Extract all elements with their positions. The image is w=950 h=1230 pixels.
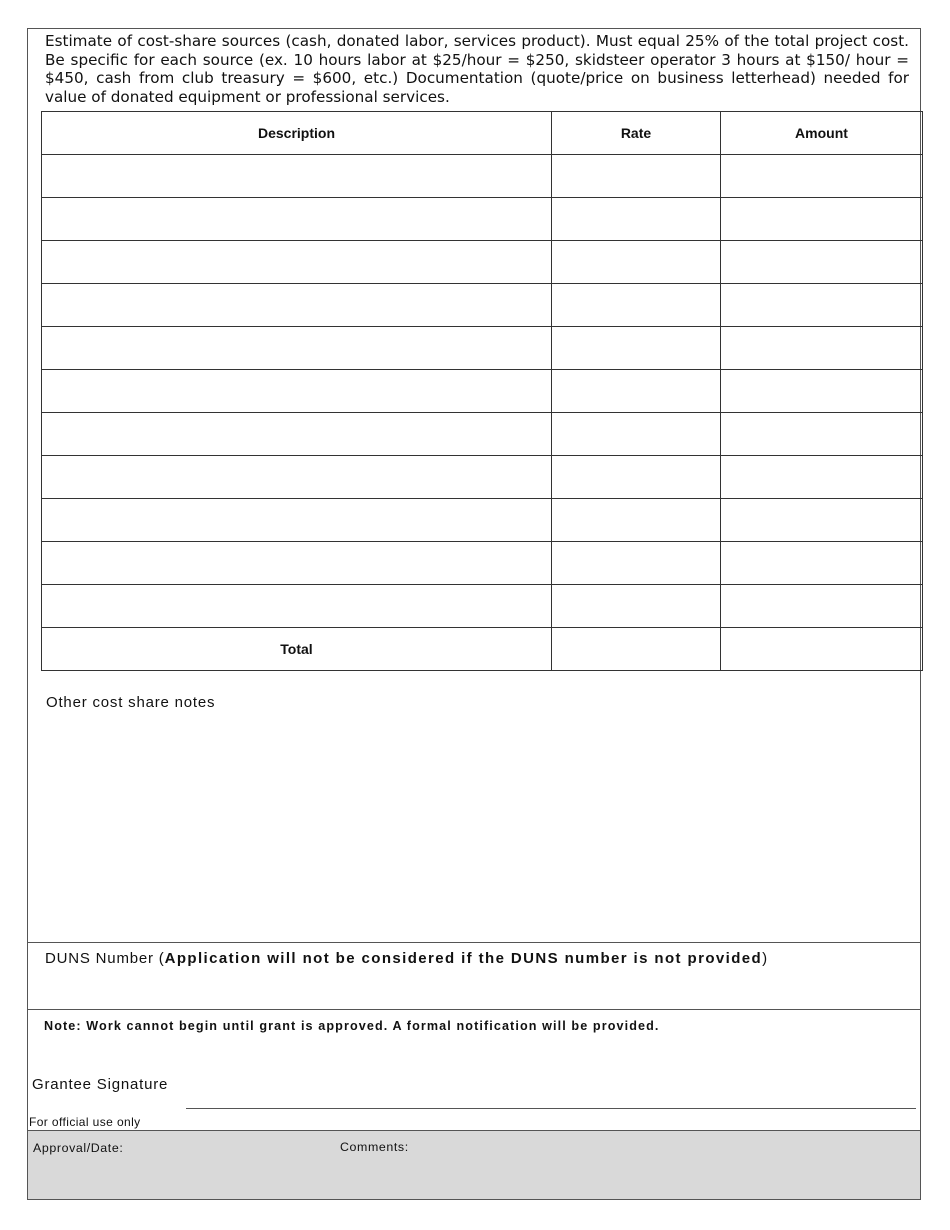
amount-cell[interactable]: [721, 585, 923, 628]
official-use-box: [27, 1130, 921, 1200]
table-row: [42, 413, 923, 456]
rate-cell[interactable]: [552, 241, 721, 284]
divider: [27, 942, 921, 943]
table-row: [42, 585, 923, 628]
other-notes-label: Other cost share notes: [46, 694, 216, 711]
amount-cell[interactable]: [721, 370, 923, 413]
cost-share-table: [41, 111, 923, 671]
table-row: [42, 542, 923, 585]
description-cell[interactable]: [42, 456, 552, 499]
table-row: [42, 155, 923, 198]
amount-cell[interactable]: [721, 456, 923, 499]
header-rate: Rate: [552, 112, 721, 155]
table-row: [42, 456, 923, 499]
table-row: [42, 370, 923, 413]
duns-input[interactable]: [28, 972, 920, 1008]
duns-close: ): [762, 950, 768, 967]
rate-cell[interactable]: [552, 155, 721, 198]
table-row: [42, 327, 923, 370]
table-row: [42, 284, 923, 327]
amount-cell[interactable]: [721, 198, 923, 241]
description-cell[interactable]: [42, 413, 552, 456]
amount-cell[interactable]: [721, 413, 923, 456]
description-cell[interactable]: [42, 198, 552, 241]
total-row: [42, 628, 923, 671]
amount-cell[interactable]: [721, 542, 923, 585]
duns-label: [45, 950, 768, 967]
total-label: Total: [42, 628, 552, 671]
instructions-text: Estimate of cost-share sources (cash, donated labor, services product). Must equal 25% of the total project cost. Be specific for each source (ex. 10 hours labor at $25/hour = $250, skidsteer operator 3 hours at $150/ hour = $450, cash from club treasury = $600, etc.) Documentation (quote/price on business letterhead) needed for value of donated equipment or professional services.: [45, 32, 909, 106]
rate-cell[interactable]: [552, 370, 721, 413]
duns-label-text: DUNS Number (: [45, 950, 165, 967]
description-cell[interactable]: [42, 370, 552, 413]
total-amount-cell[interactable]: [721, 628, 923, 671]
total-rate-cell[interactable]: [552, 628, 721, 671]
description-cell[interactable]: [42, 542, 552, 585]
rate-cell[interactable]: [552, 456, 721, 499]
signature-label: Grantee Signature: [32, 1076, 169, 1093]
description-cell[interactable]: [42, 284, 552, 327]
rate-cell[interactable]: [552, 327, 721, 370]
official-use-label: For official use only: [29, 1115, 141, 1129]
duns-warning: Application will not be considered if the DUNS number is not provided: [164, 950, 763, 967]
signature-line[interactable]: [186, 1108, 916, 1109]
rate-cell[interactable]: [552, 413, 721, 456]
rate-cell[interactable]: [552, 499, 721, 542]
amount-cell[interactable]: [721, 284, 923, 327]
description-cell[interactable]: [42, 155, 552, 198]
amount-cell[interactable]: [721, 155, 923, 198]
rate-cell[interactable]: [552, 542, 721, 585]
table-row: [42, 198, 923, 241]
other-notes-area[interactable]: [28, 716, 920, 941]
rate-cell[interactable]: [552, 585, 721, 628]
description-cell[interactable]: [42, 585, 552, 628]
header-amount: Amount: [721, 112, 923, 155]
comments-label: Comments:: [340, 1140, 409, 1154]
amount-cell[interactable]: [721, 241, 923, 284]
approval-date-label: Approval/Date:: [33, 1141, 124, 1155]
description-cell[interactable]: [42, 327, 552, 370]
amount-cell[interactable]: [721, 499, 923, 542]
description-cell[interactable]: [42, 499, 552, 542]
approval-note: Note: Work cannot begin until grant is approved. A formal notification will be provided.: [44, 1019, 660, 1033]
rate-cell[interactable]: [552, 284, 721, 327]
table-row: [42, 241, 923, 284]
description-cell[interactable]: [42, 241, 552, 284]
divider: [27, 1009, 921, 1010]
table-row: [42, 499, 923, 542]
rate-cell[interactable]: [552, 198, 721, 241]
header-description: Description: [42, 112, 552, 155]
table-header-row: [42, 112, 923, 155]
amount-cell[interactable]: [721, 327, 923, 370]
